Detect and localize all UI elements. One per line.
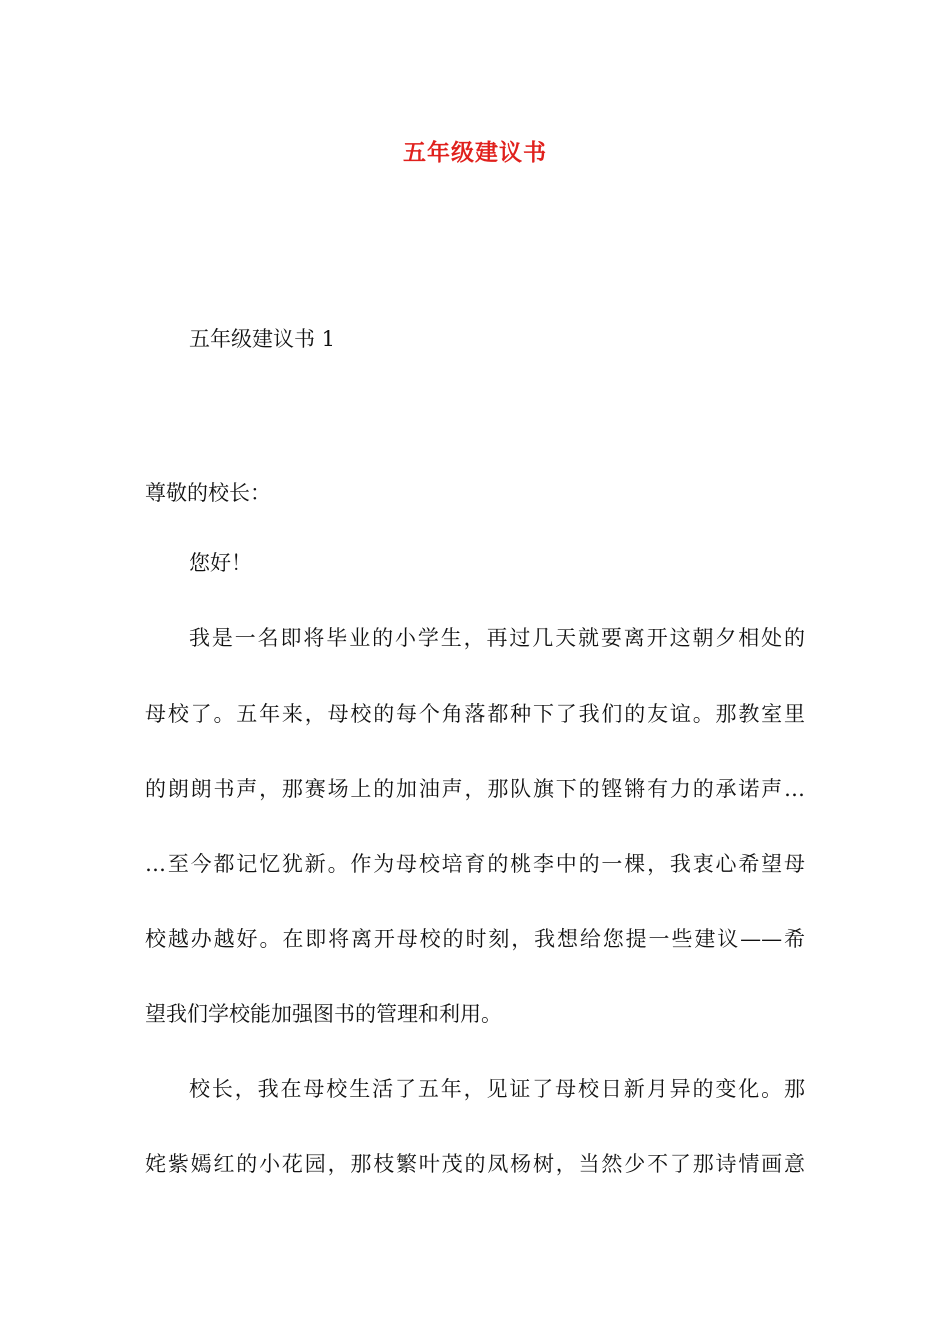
paragraph-1-line-2: 母校了。五年来，母校的每个角落都种下了我们的友谊。那教室里 bbox=[145, 702, 805, 726]
paragraph-1-line-4: …至今都记忆犹新。作为母校培育的桃李中的一棵，我衷心希望母 bbox=[145, 852, 805, 876]
document-title: 五年级建议书 bbox=[403, 139, 547, 166]
subheading: 五年级建议书 1 bbox=[189, 327, 336, 351]
paragraph-1-line-6: 望我们学校能加强图书的管理和利用。 bbox=[145, 1002, 502, 1026]
salutation: 尊敬的校长： bbox=[145, 481, 271, 505]
paragraph-2-line-1: 校长，我在母校生活了五年，见证了母校日新月异的变化。那 bbox=[189, 1077, 805, 1101]
paragraph-2-line-2: 姹紫嫣红的小花园，那枝繁叶茂的凤杨树，当然少不了那诗情画意 bbox=[145, 1152, 805, 1176]
paragraph-1-line-3: 的朗朗书声，那赛场上的加油声，那队旗下的铿锵有力的承诺声… bbox=[145, 777, 805, 801]
paragraph-1-line-1: 我是一名即将毕业的小学生，再过几天就要离开这朝夕相处的 bbox=[189, 626, 805, 650]
greeting: 您好！ bbox=[189, 551, 252, 575]
paragraph-1-line-5: 校越办越好。在即将离开母校的时刻，我想给您提一些建议——希 bbox=[145, 927, 805, 951]
